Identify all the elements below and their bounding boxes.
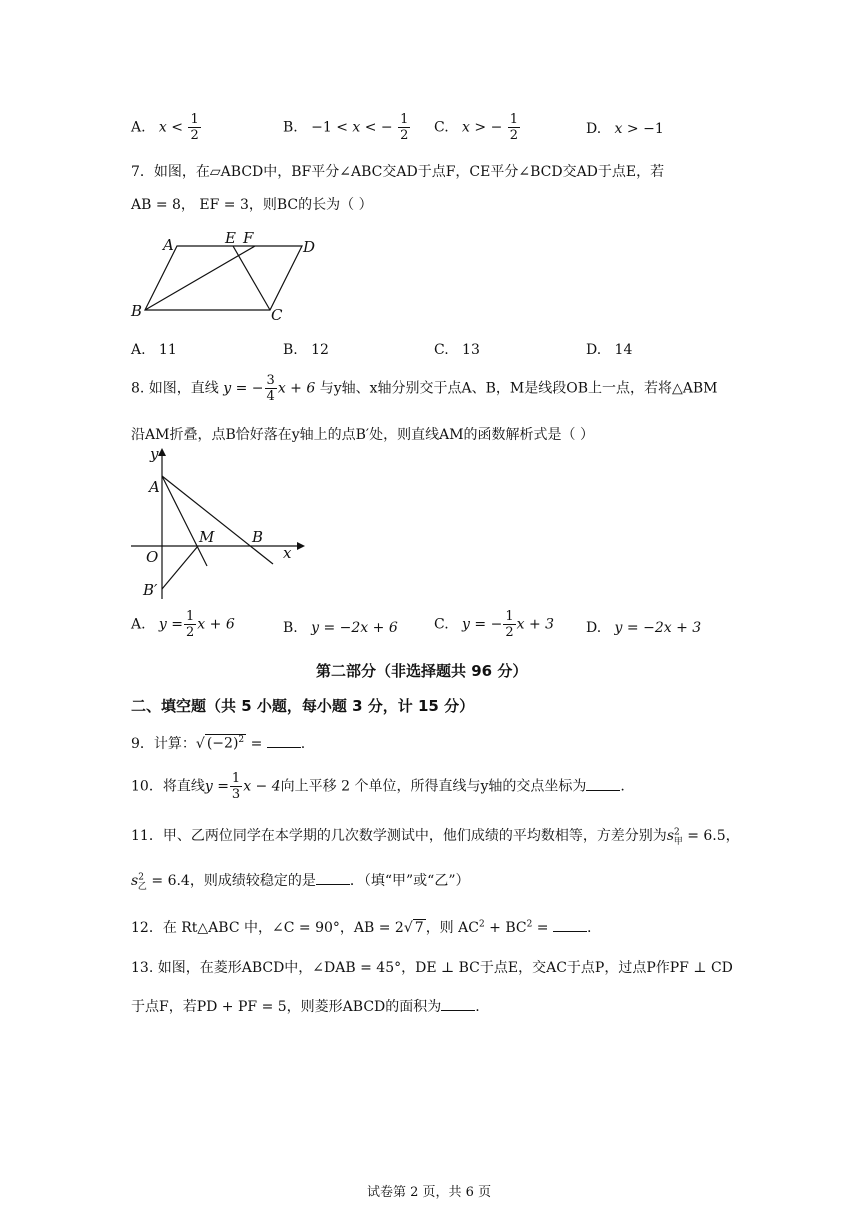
label-m: M [199, 528, 215, 546]
q10: 10．将直线y = $\frac{1}{3}$ x − 4向上平移 2 个单位，所得直线与y轴的交点坐标为 . [131, 771, 625, 802]
q6-option-b: B. −1 < x < − $\frac{1}{2}$ [283, 112, 409, 143]
y-axis-arrow [158, 448, 166, 456]
label-d: D [303, 238, 316, 256]
label-a: A [149, 478, 160, 496]
label-x: x [283, 544, 292, 562]
label-b: B [252, 528, 264, 546]
line-ce [233, 246, 270, 310]
page-footer: 试卷第 2 页，共 6 页 [367, 1185, 492, 1200]
label-b: B [131, 302, 143, 320]
q10-answer-blank[interactable] [586, 778, 620, 791]
label-a: A [163, 236, 174, 254]
q8-option-b: B. y = −2x + 6 [283, 620, 398, 636]
q9-answer-blank[interactable] [267, 735, 301, 748]
q7-option-b: B. 12 [283, 342, 329, 358]
line-ab [162, 476, 273, 564]
q8-option-c: C. y = − $\frac{1}{2}$ x + 3 [434, 609, 555, 640]
q7-line2: AB = 8， EF = 3，则BC的长为（ ） [131, 197, 373, 213]
q7-parallelogram-figure [125, 228, 325, 323]
q6-option-d: D. x > −1 [586, 121, 664, 137]
q13-answer-blank[interactable] [441, 998, 475, 1011]
q8-coordinate-figure [125, 444, 305, 604]
x-axis-arrow [297, 542, 305, 550]
label-o: O [146, 548, 159, 566]
q9: 9．计算：√ $(-2)^2$ = . [131, 735, 306, 752]
line-mbprime [162, 546, 198, 589]
q12-answer-blank[interactable] [553, 919, 587, 932]
part2-title: 第二部分（非选择题共 96 分） [316, 662, 528, 680]
q6-option-c: C. x > − $\frac{1}{2}$ [434, 112, 519, 143]
q8-line2: 沿AM折叠，点B恰好落在y轴上的点B′处，则直线AM的函数解析式是（ ） [131, 427, 595, 443]
q11-answer-blank[interactable] [316, 872, 350, 885]
q7-option-a: A. 11 [131, 342, 177, 358]
label-c: C [271, 306, 283, 323]
q7-option-c: C. 13 [434, 342, 480, 358]
section2-title: 二、填空题（共 5 小题，每小题 3 分，计 15 分） [131, 697, 475, 715]
q12: 12．在 Rt△ABC 中，∠C = 90°，AB = 2√ 7 ，则 $AC^2 + BC^2$ = . [131, 919, 592, 936]
q6-option-a: A. x < $\frac{1}{2}$ [131, 112, 199, 143]
label-f: F [243, 229, 254, 247]
label-e: E [225, 229, 236, 247]
q7-option-d: D. 14 [586, 342, 633, 358]
label-bprime: B′ [143, 581, 158, 599]
q11-line1: 11．甲、乙两位同学在本学期的几次数学测试中，他们成绩的平均数相等，方差分别为$s^2_甲 = 6.5$， [131, 827, 740, 847]
q11-line2: $s^2_乙 = 6.4$，则成绩较稳定的是 ．（填“甲”或“乙”） [131, 872, 470, 892]
label-y: y [150, 445, 159, 463]
line-am [162, 476, 207, 566]
q8-line1: 8. 如图，直线 y = − $\frac{3}{4}$ x + 6 与y轴、x轴分别交于点A、B，M是线段OB上一点，若将△ABM [131, 373, 718, 404]
q13-line1: 13. 如图，在菱形ABCD中，∠DAB = 45°，DE ⊥ BC于点E，交AC于点P，过点P作PF ⊥ CD [131, 960, 733, 976]
q13-line2: 于点F，若PD + PF = 5，则菱形ABCD的面积为 . [131, 999, 480, 1015]
q8-option-a: A. y = $\frac{1}{2}$ x + 6 [131, 609, 235, 640]
q8-option-d: D. y = −2x + 3 [586, 620, 702, 636]
q7-line1: 7．如图，在▱ABCD中，BF平分∠ABC交AD于点F，CE平分∠BCD交AD于点E，若 [131, 164, 665, 180]
parallelogram-abcd [145, 246, 302, 310]
